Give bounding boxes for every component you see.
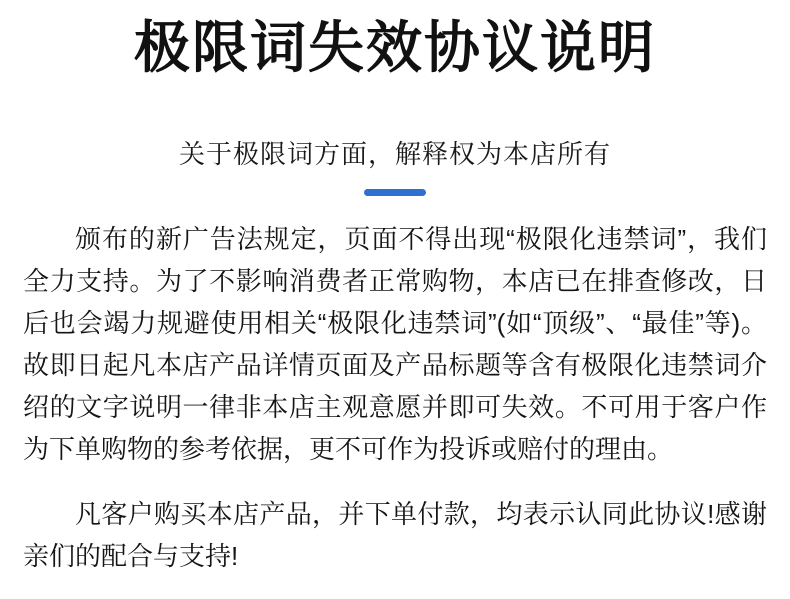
page-title: 极限词失效协议说明 [134,16,656,79]
body-text [23,218,767,577]
title-divider [364,189,426,196]
page-subtitle: 关于极限词方面，解释权为本店所有 [178,138,611,169]
paragraph-2: 凡客户购买本店产品，并下单付款，均表示认同此协议!感谢亲们的配合与支持! [23,498,767,571]
paragraph-1: 颁布的新广告法规定，页面不得出现“极限化违禁词”，我们全力支持。为了不影响消费者正常购物，本店已在排查修改，日后也会竭力规避使用相关“极限化违禁词”(如“顶级”、“最佳”等)。故即日起凡本店产品详情页面及产品标题等含有极限化违禁词介绍的文字说明一律非本店主观意愿并即可失效。不可用于客户作为下单购物的参考依据，更不可作为投诉或赔付的理由。 [23,223,767,465]
